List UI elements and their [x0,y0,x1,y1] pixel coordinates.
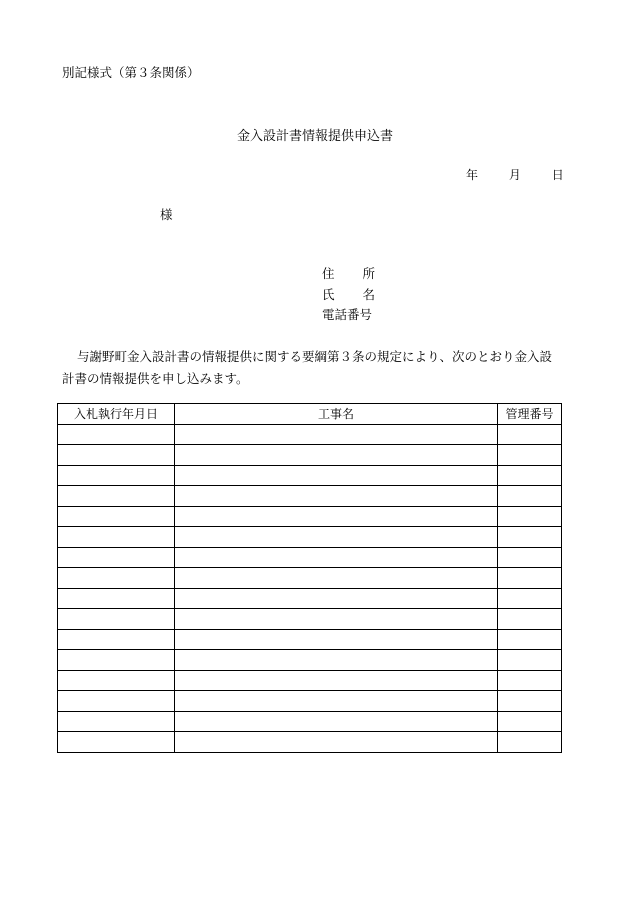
bid-date-cell[interactable] [58,670,175,691]
control-number-cell[interactable] [498,445,562,466]
bid-date-cell[interactable] [58,732,175,753]
header-bid-date: 入札執行年月日 [58,404,175,425]
phone-label: 電話番号 [322,307,373,322]
project-name-cell[interactable] [175,465,498,486]
bid-date-cell[interactable] [58,424,175,445]
bid-date-cell[interactable] [58,588,175,609]
table-row [58,691,562,712]
project-name-cell[interactable] [175,711,498,732]
table-row [58,568,562,589]
project-name-cell[interactable] [175,588,498,609]
table-row [58,629,562,650]
project-name-cell[interactable] [175,568,498,589]
name-label: 氏名 [322,287,404,302]
control-number-cell[interactable] [498,568,562,589]
table-row [58,445,562,466]
control-number-cell[interactable] [498,588,562,609]
control-number-cell[interactable] [498,527,562,548]
address-label: 住所 [322,266,404,281]
date-line [466,169,564,181]
intro-paragraph: 与謝野町金入設計書の情報提供に関する要綱第３条の規定により、次のとおり金入設計書の情報提供を申し込みます。 [62,349,553,386]
table-row [58,670,562,691]
control-number-cell[interactable] [498,547,562,568]
table-row [58,711,562,732]
control-number-cell[interactable] [498,670,562,691]
table-header-row [58,404,562,425]
control-number-cell[interactable] [498,650,562,671]
project-name-cell[interactable] [175,691,498,712]
table-row [58,486,562,507]
project-name-cell[interactable] [175,506,498,527]
control-number-cell[interactable] [498,691,562,712]
bid-date-cell[interactable] [58,629,175,650]
project-name-cell[interactable] [175,670,498,691]
bid-date-cell[interactable] [58,506,175,527]
table-row [58,424,562,445]
application-table [57,403,562,753]
header-project-name: 工事名 [175,404,498,425]
bid-date-cell[interactable] [58,486,175,507]
table-row [58,732,562,753]
project-name-cell[interactable] [175,424,498,445]
project-name-cell[interactable] [175,445,498,466]
control-number-cell[interactable] [498,609,562,630]
bid-date-cell[interactable] [58,568,175,589]
control-number-cell[interactable] [498,486,562,507]
project-name-cell[interactable] [175,609,498,630]
table-row [58,650,562,671]
form-number-label: 別記様式（第３条関係） [62,65,200,80]
bid-date-cell[interactable] [58,609,175,630]
control-number-cell[interactable] [498,506,562,527]
project-name-cell[interactable] [175,650,498,671]
project-name-cell[interactable] [175,486,498,507]
bid-date-cell[interactable] [58,691,175,712]
table-row [58,588,562,609]
table-row [58,609,562,630]
project-name-cell[interactable] [175,547,498,568]
control-number-cell[interactable] [498,711,562,732]
bid-date-cell[interactable] [58,650,175,671]
control-number-cell[interactable] [498,732,562,753]
date-year-label: 年 [466,168,479,182]
control-number-cell[interactable] [498,424,562,445]
document-title: 金入設計書情報提供申込書 [236,129,393,144]
bid-date-cell[interactable] [58,547,175,568]
bid-date-cell[interactable] [58,711,175,732]
date-month-label: 月 [508,168,521,182]
table-row [58,527,562,548]
date-day-label: 日 [551,168,564,182]
bid-date-cell[interactable] [58,465,175,486]
table-row [58,547,562,568]
table-row [58,506,562,527]
project-name-cell[interactable] [175,629,498,650]
project-name-cell[interactable] [175,527,498,548]
addressee-suffix: 様 [160,207,173,222]
bid-date-cell[interactable] [58,445,175,466]
bid-date-cell[interactable] [58,527,175,548]
table-row [58,465,562,486]
project-name-cell[interactable] [175,732,498,753]
control-number-cell[interactable] [498,629,562,650]
control-number-cell[interactable] [498,465,562,486]
header-control-number: 管理番号 [498,404,562,425]
